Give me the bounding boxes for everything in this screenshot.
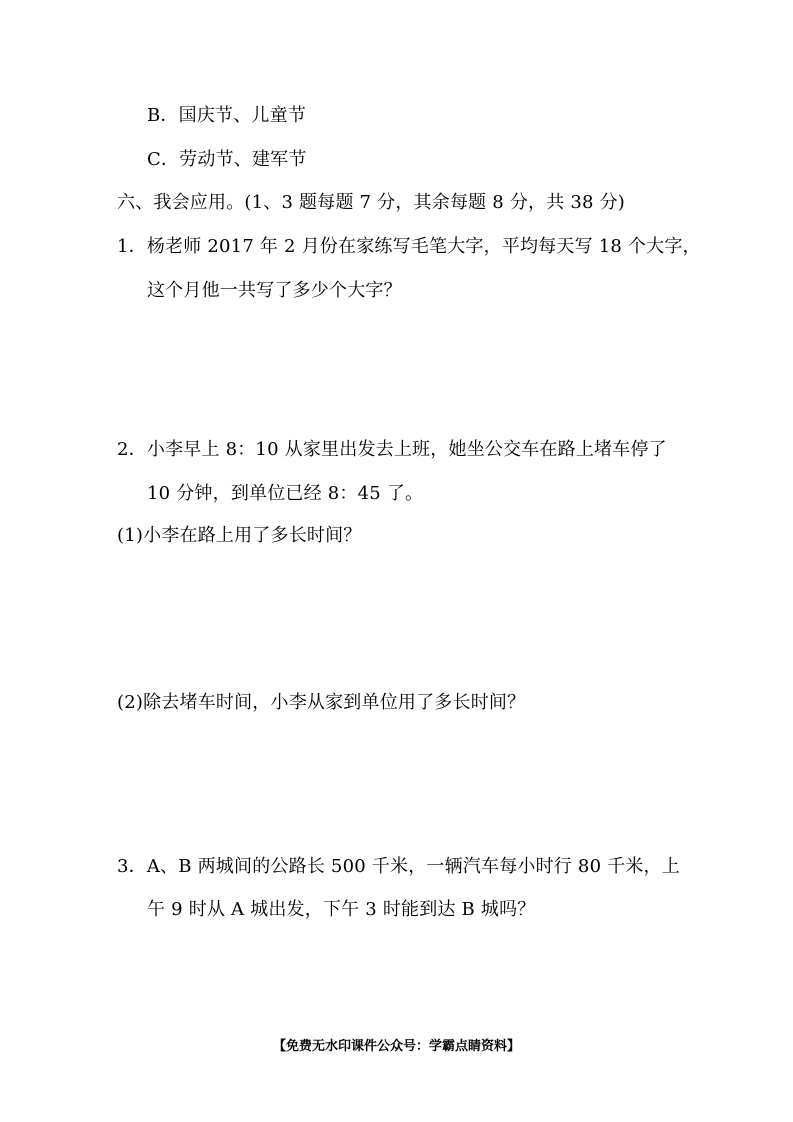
question-1-line-1: 1．杨老师 2017 年 2 月份在家练写毛笔大字，平均每天写 18 个大字， (117, 236, 701, 257)
question-1-line-2: 这个月他一共写了多少个大字？ (147, 280, 402, 301)
option-b: B．国庆节、儿童节 (147, 105, 307, 126)
section-heading: 六、我会应用。(1、3 题每题 7 分，其余每题 8 分，共 38 分) (117, 192, 626, 213)
question-2-sub-2: (2)除去堵车时间，小李从家到单位用了多长时间？ (117, 692, 526, 713)
option-c: C．劳动节、建军节 (147, 149, 307, 170)
question-2-line-2: 10 分钟，到单位已经 8：45 了。 (147, 483, 424, 504)
question-2-sub-1: (1)小李在路上用了多长时间？ (117, 525, 362, 546)
question-2-line-1: 2．小李早上 8：10 从家里出发去上班，她坐公交车在路上堵车停了 (117, 439, 667, 460)
question-3-line-1: 3．A、B 两城间的公路长 500 千米，一辆汽车每小时行 80 千米，上 (117, 856, 680, 877)
question-3-line-2: 午 9 时从 A 城出发，下午 3 时能到达 B 城吗？ (147, 899, 536, 920)
page-footer: 【免费无水印课件公众号：学霸点睛资料】 (272, 1039, 520, 1054)
